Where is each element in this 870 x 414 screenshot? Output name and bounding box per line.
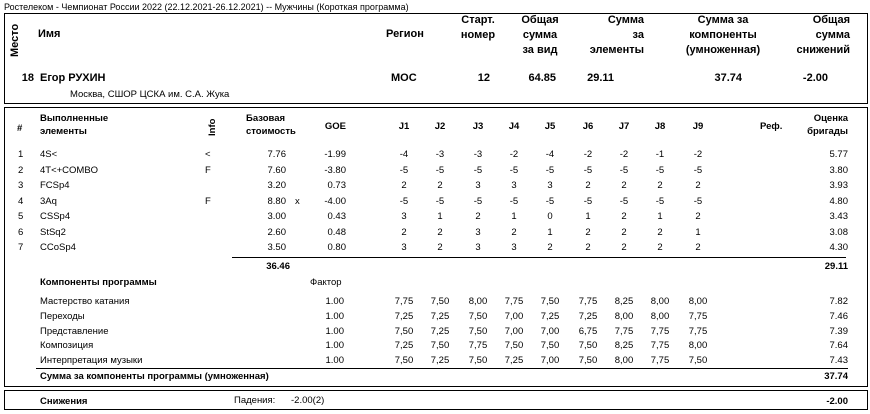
element-judge-score: -5 xyxy=(583,195,593,207)
element-judge-score: 2 xyxy=(437,242,443,253)
element-judge-score: 2 xyxy=(695,180,701,191)
element-judge-score: -5 xyxy=(619,195,629,207)
element-row-number: 5 xyxy=(18,211,24,222)
total-header: Общая сумма за вид xyxy=(521,14,559,56)
components-title: Компоненты программы xyxy=(40,277,157,288)
component-judge-score: 8,00 xyxy=(650,310,670,322)
element-judge-score: 2 xyxy=(695,242,701,253)
component-judge-score: 7,25 xyxy=(430,325,450,337)
element-judge-score: 2 xyxy=(437,226,443,238)
element-name: CCoSp4 xyxy=(40,242,76,253)
component-panel-score: 7.39 xyxy=(829,325,848,337)
table-bottom-border xyxy=(4,386,868,387)
element-judge-score: 2 xyxy=(657,242,663,253)
component-factor: 1.00 xyxy=(325,340,344,352)
element-goe: -4.00 xyxy=(324,195,346,207)
element-judge-score: -5 xyxy=(693,195,703,207)
elements-header: Сумма за элементы xyxy=(589,14,644,56)
judge-header: J4 xyxy=(508,121,520,132)
element-name: 4S< xyxy=(40,149,58,160)
table-right-border xyxy=(867,107,868,387)
element-judge-score: -5 xyxy=(655,195,665,207)
component-name: Мастерство катания xyxy=(40,296,130,307)
components-header: Сумма за компоненты (умноженная) xyxy=(685,14,761,56)
component-panel-score: 7.43 xyxy=(829,355,848,367)
component-judge-score: 7,75 xyxy=(394,296,414,307)
element-judge-score: 3 xyxy=(475,226,481,238)
name-header: Имя xyxy=(38,28,61,40)
element-judge-score: -5 xyxy=(583,164,593,176)
element-judge-score: 2 xyxy=(511,226,517,238)
judge-header: J3 xyxy=(472,121,484,132)
element-base-value: 3.50 xyxy=(267,242,286,253)
skater-name: Егор РУХИН xyxy=(40,72,106,84)
component-judge-score: 7,50 xyxy=(468,325,488,337)
element-goe: 0.48 xyxy=(327,226,346,238)
component-judge-score: 7,75 xyxy=(578,296,598,307)
component-judge-score: 7,00 xyxy=(504,325,524,337)
element-judge-score: -2 xyxy=(509,149,519,160)
component-factor: 1.00 xyxy=(325,325,344,337)
component-judge-score: 7,50 xyxy=(430,340,450,352)
component-factor: 1.00 xyxy=(325,310,344,322)
element-judge-score: -5 xyxy=(619,164,629,176)
skater-start-no: 12 xyxy=(477,72,490,84)
component-judge-score: 7,50 xyxy=(540,340,560,352)
element-panel-score: 3.43 xyxy=(829,211,848,222)
element-judge-score: 1 xyxy=(657,211,663,222)
element-judge-score: -2 xyxy=(619,149,629,160)
component-judge-score: 7,75 xyxy=(650,325,670,337)
element-row-number: 4 xyxy=(18,195,24,207)
element-judge-score: -4 xyxy=(399,149,409,160)
deductions-total: -2.00 xyxy=(826,396,848,407)
element-judge-score: -5 xyxy=(509,195,519,207)
goe-header: GOE xyxy=(324,121,346,132)
component-judge-score: 7,00 xyxy=(504,310,524,322)
header-left-border xyxy=(4,13,5,104)
element-judge-score: -5 xyxy=(473,195,483,207)
element-panel-score: 3.80 xyxy=(829,164,848,176)
page-title: Ростелеком - Чемпионат России 2022 (22.12.2021-26.12.2021) -- Мужчины (Короткая программа) xyxy=(4,2,409,12)
skater-club: Москва, СШОР ЦСКА им. С.А. Жука xyxy=(70,89,230,100)
component-judge-score: 7,50 xyxy=(394,355,414,367)
skater-deductions: -2.00 xyxy=(802,72,828,84)
element-judge-score: 1 xyxy=(437,211,443,222)
element-info: F xyxy=(205,164,211,176)
deductions-header: Общая сумма снижений xyxy=(796,14,850,56)
component-judge-score: 7,75 xyxy=(650,340,670,352)
judge-header: J2 xyxy=(434,121,446,132)
element-judge-score: 1 xyxy=(547,226,553,238)
element-goe: -1.99 xyxy=(324,149,346,160)
element-judge-score: 2 xyxy=(621,226,627,238)
element-judge-score: 2 xyxy=(657,226,663,238)
component-judge-score: 7,25 xyxy=(504,355,524,367)
element-base-value: 2.60 xyxy=(267,226,286,238)
element-judge-score: 3 xyxy=(401,211,407,222)
table-left-border xyxy=(4,107,5,387)
skater-components: 37.74 xyxy=(714,72,742,84)
element-base-value: 8.80 xyxy=(267,195,286,207)
header-right-border xyxy=(867,13,868,104)
element-judge-score: 3 xyxy=(547,180,553,191)
judge-header: J9 xyxy=(692,121,704,132)
judge-header: J6 xyxy=(582,121,594,132)
element-goe: 0.43 xyxy=(327,211,346,222)
element-panel-score: 4.30 xyxy=(829,242,848,253)
component-judge-score: 8,25 xyxy=(614,340,634,352)
component-judge-score: 8,00 xyxy=(688,296,708,307)
element-panel-score: 5.77 xyxy=(829,149,848,160)
component-judge-score: 7,50 xyxy=(688,355,708,367)
component-judge-score: 7,25 xyxy=(430,310,450,322)
component-judge-score: 7,75 xyxy=(504,296,524,307)
factor-header: Фактор xyxy=(310,277,342,288)
component-panel-score: 7.46 xyxy=(829,310,848,322)
element-name: 3Aq xyxy=(40,195,57,207)
element-name: FCSp4 xyxy=(40,180,70,191)
judge-header: J1 xyxy=(398,121,410,132)
element-goe: 0.73 xyxy=(327,180,346,191)
component-panel-score: 7.82 xyxy=(829,296,848,307)
components-sum-label: Сумма за компоненты программы (умноженная) xyxy=(40,371,269,382)
element-judge-score: -5 xyxy=(399,164,409,176)
skater-place: 18 xyxy=(21,72,34,84)
element-base-value: 3.20 xyxy=(267,180,286,191)
element-info: < xyxy=(205,149,211,160)
component-name: Представление xyxy=(40,325,109,337)
component-judge-score: 8,00 xyxy=(614,355,634,367)
element-panel-score: 3.08 xyxy=(829,226,848,238)
deductions-right-border xyxy=(867,390,868,410)
element-base-value: 7.76 xyxy=(267,149,286,160)
component-judge-score: 8,25 xyxy=(614,296,634,307)
component-factor: 1.00 xyxy=(325,296,344,307)
element-name: StSq2 xyxy=(40,226,66,238)
element-judge-score: 3 xyxy=(475,180,481,191)
element-judge-score: -2 xyxy=(693,149,703,160)
table-top-border xyxy=(4,107,868,108)
component-judge-score: 7,00 xyxy=(540,325,560,337)
component-judge-score: 8,00 xyxy=(650,296,670,307)
deductions-left-border xyxy=(4,390,5,410)
element-row-number: 1 xyxy=(18,149,24,160)
element-judge-score: 0 xyxy=(547,211,553,222)
judge-header: J7 xyxy=(618,121,630,132)
element-judge-score: -1 xyxy=(655,149,665,160)
component-judge-score: 7,50 xyxy=(578,355,598,367)
ref-header: Реф. xyxy=(760,121,783,132)
element-judge-score: -5 xyxy=(545,195,555,207)
place-header: Место xyxy=(9,23,21,57)
component-judge-score: 8,00 xyxy=(614,310,634,322)
element-judge-score: -5 xyxy=(473,164,483,176)
component-name: Композиция xyxy=(40,340,94,352)
element-judge-score: 2 xyxy=(475,211,481,222)
skater-total: 64.85 xyxy=(528,72,556,84)
element-bonus-marker: x xyxy=(295,195,300,207)
header-bottom-border xyxy=(4,103,868,104)
component-judge-score: 7,50 xyxy=(578,340,598,352)
judge-header: J8 xyxy=(654,121,666,132)
component-judge-score: 7,50 xyxy=(468,355,488,367)
component-judge-score: 7,50 xyxy=(540,296,560,307)
component-judge-score: 7,75 xyxy=(688,310,708,322)
components-sum-value: 37.74 xyxy=(824,371,848,382)
element-name: CSSp4 xyxy=(40,211,71,222)
deductions-label: Снижения xyxy=(40,396,88,407)
element-judge-score: 2 xyxy=(401,226,407,238)
element-judge-score: -3 xyxy=(435,149,445,160)
component-name: Интерпретация музыки xyxy=(40,355,143,367)
component-judge-score: 7,50 xyxy=(504,340,524,352)
element-judge-score: -5 xyxy=(693,164,703,176)
components-total-line xyxy=(36,368,848,369)
region-header: Регион xyxy=(386,28,424,40)
falls-value: -2.00(2) xyxy=(291,395,325,406)
component-panel-score: 7.64 xyxy=(829,340,848,352)
component-judge-score: 7,75 xyxy=(468,340,488,352)
component-judge-score: 7,25 xyxy=(394,310,414,322)
element-judge-score: 2 xyxy=(585,180,591,191)
element-judge-score: 2 xyxy=(401,180,407,191)
element-base-value: 3.00 xyxy=(267,211,286,222)
elements-name-header: Выполненные элементы xyxy=(40,113,109,137)
element-judge-score: -5 xyxy=(399,195,409,207)
element-judge-score: -5 xyxy=(545,164,555,176)
element-judge-score: 3 xyxy=(475,242,481,253)
falls-label: Падения: xyxy=(234,395,276,406)
elements-total-line xyxy=(232,257,846,258)
element-judge-score: 2 xyxy=(585,226,591,238)
elements-base-total: 36.46 xyxy=(266,261,290,272)
element-judge-score: 2 xyxy=(621,242,627,253)
judge-header: J5 xyxy=(544,121,556,132)
element-judge-score: -5 xyxy=(509,164,519,176)
component-judge-score: 7,50 xyxy=(468,310,488,322)
component-factor: 1.00 xyxy=(325,355,344,367)
element-judge-score: 2 xyxy=(621,211,627,222)
element-judge-score: 3 xyxy=(401,242,407,253)
element-judge-score: 2 xyxy=(621,180,627,191)
elements-num-header: # xyxy=(17,123,23,134)
element-judge-score: 1 xyxy=(695,226,701,238)
component-judge-score: 7,00 xyxy=(540,355,560,367)
skater-elements: 29.11 xyxy=(587,72,614,84)
element-judge-score: -3 xyxy=(473,149,483,160)
component-name: Переходы xyxy=(40,310,85,322)
element-judge-score: 2 xyxy=(437,180,443,191)
element-row-number: 3 xyxy=(18,180,24,191)
info-header: Info xyxy=(207,118,218,136)
element-goe: 0.80 xyxy=(327,242,346,253)
element-panel-score: 4.80 xyxy=(829,195,848,207)
skater-region: МОС xyxy=(391,72,417,84)
component-judge-score: 7,50 xyxy=(430,296,450,307)
deductions-top-border xyxy=(4,390,868,391)
base-value-header: Базовая стоимость xyxy=(246,113,296,137)
element-judge-score: 2 xyxy=(657,180,663,191)
component-judge-score: 7,25 xyxy=(578,310,598,322)
component-judge-score: 6,75 xyxy=(578,325,598,337)
element-judge-score: -5 xyxy=(435,195,445,207)
element-row-number: 7 xyxy=(18,242,24,253)
component-judge-score: 7,25 xyxy=(540,310,560,322)
element-judge-score: -2 xyxy=(583,149,593,160)
element-judge-score: 1 xyxy=(585,211,591,222)
component-judge-score: 7,25 xyxy=(394,340,414,352)
element-row-number: 6 xyxy=(18,226,24,238)
element-judge-score: 2 xyxy=(695,211,701,222)
element-base-value: 7.60 xyxy=(267,164,286,176)
element-judge-score: -5 xyxy=(655,164,665,176)
start-no-header: Старт. номер xyxy=(460,14,496,41)
elements-score-total: 29.11 xyxy=(824,261,848,272)
component-judge-score: 7,75 xyxy=(650,355,670,367)
element-judge-score: 2 xyxy=(585,242,591,253)
component-judge-score: 7,75 xyxy=(614,325,634,337)
component-judge-score: 7,75 xyxy=(688,325,708,337)
component-judge-score: 7,50 xyxy=(394,325,414,337)
element-judge-score: 3 xyxy=(511,242,517,253)
component-judge-score: 8,00 xyxy=(688,340,708,352)
element-judge-score: 2 xyxy=(547,242,553,253)
component-judge-score: 7,25 xyxy=(430,355,450,367)
element-panel-score: 3.93 xyxy=(829,180,848,191)
element-judge-score: -5 xyxy=(435,164,445,176)
element-judge-score: 3 xyxy=(511,180,517,191)
panel-score-header: Оценка бригады xyxy=(807,113,848,137)
element-name: 4T<+COMBO xyxy=(40,164,99,176)
deductions-bottom-border xyxy=(4,409,868,410)
element-goe: -3.80 xyxy=(324,164,346,176)
element-judge-score: 1 xyxy=(511,211,517,222)
element-info: F xyxy=(205,195,211,207)
element-judge-score: -4 xyxy=(545,149,555,160)
component-judge-score: 8,00 xyxy=(468,296,488,307)
element-row-number: 2 xyxy=(18,164,24,176)
